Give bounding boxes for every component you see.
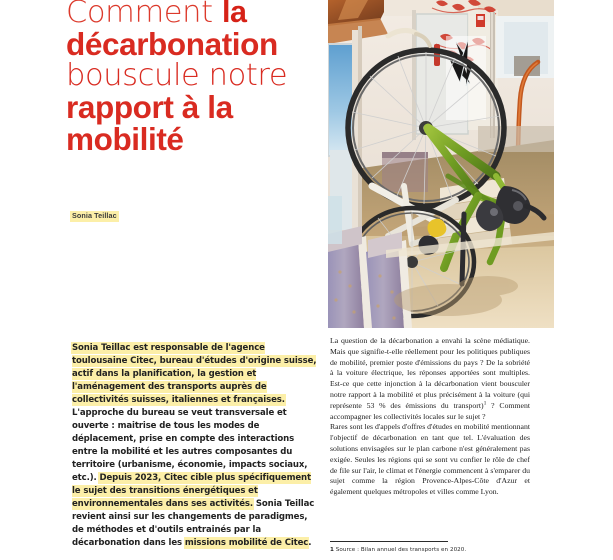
footnote: [330, 547, 540, 554]
body-paragraph-1: [330, 336, 530, 422]
headline-line-2: décarbonation: [66, 25, 278, 62]
intro-highlight-2: Depuis 2023, Citec cible plus spécifiquement le sujet des transitions énergétiques et environnementales dans ses activités.: [72, 472, 311, 509]
byline-author: Sonia Teillac: [72, 211, 117, 220]
headline-word-la: la: [221, 0, 247, 29]
footnote-number: 1: [330, 547, 334, 553]
intro-paragraph: [72, 342, 320, 550]
intro-plain-3: .: [308, 537, 312, 548]
body-paragraph-2: Rares sont les d'appels d'offres d'études en mobilité mentionnant l'objectif de décarbonation en tant que tel. L'évaluation des solutions envisagées sur le plan carbone n'est généralement pas exigée. Seules les régions qui se sont vu confier le rôle de chef de file sur l'air, le climat et l'énergie commencent à s'emparer du sujet comme la région Provence-Alpes-Côte d'Azur et également quelques métropoles et villes comme Lyon.: [330, 422, 530, 497]
headline-line-1: [66, 0, 316, 28]
intro-plain-2: Sonia Teillac revient ainsi sur les changements de paradigmes, de méthodes et d'outils entrainés par la décarbonation dans les: [72, 498, 315, 548]
footnote-reference-1: 1: [483, 400, 487, 407]
intro-highlight-3: missions mobilité de Citec: [184, 537, 309, 548]
headline-line-4: rapport à la: [66, 88, 233, 125]
bicycle-in-train-photo: [328, 0, 554, 328]
body-text-column: [330, 336, 530, 498]
photo-illustration: [328, 0, 554, 328]
headline-line-3: bouscule notre: [66, 57, 288, 93]
footnote-divider: [330, 541, 448, 542]
intro-text: [72, 342, 320, 550]
headline-word-comment: Comment: [66, 0, 222, 30]
headline-line-5: mobilité: [66, 121, 184, 158]
intro-plain-1: L'approche du bureau se veut transversale et ouverte : maitrise de tous les modes de déplacement, prise en compte des interactions entre la mobilité et les autres composantes du territoire (urbanisme, économie, impacts sociaux, etc.).: [72, 407, 308, 483]
body-p1-part-a: La question de la décarbonation a envahi la scène médiatique. Mais que signifie-t-elle réellement pour les politiques publiques de mobilité, premier poste d'émissions du pays ? De la sobriété à la voiture électrique, les réponses apportées sont multiples. Est-ce que cette injonction à la décarbonation vient bousculer notre rapport à la mobilité et plus précisément à la voiture (qui représente 53 % des émissions du transport): [330, 336, 530, 410]
page-title: [66, 0, 316, 158]
intro-highlight-1: Sonia Teillac est responsable de l'agence toulousaine Citec, bureau d'études d'origine suisse, actif dans la planification, la gestion et l'aménagement des transports auprès de collectivités suisses, italiennes et françaises.: [72, 343, 317, 405]
footnote-text: Source : Bilan annuel des transports en 2020.: [333, 547, 467, 553]
body-p1-part-b: ? Comment accompagner les collectivités locales sur le sujet ?: [330, 400, 530, 421]
